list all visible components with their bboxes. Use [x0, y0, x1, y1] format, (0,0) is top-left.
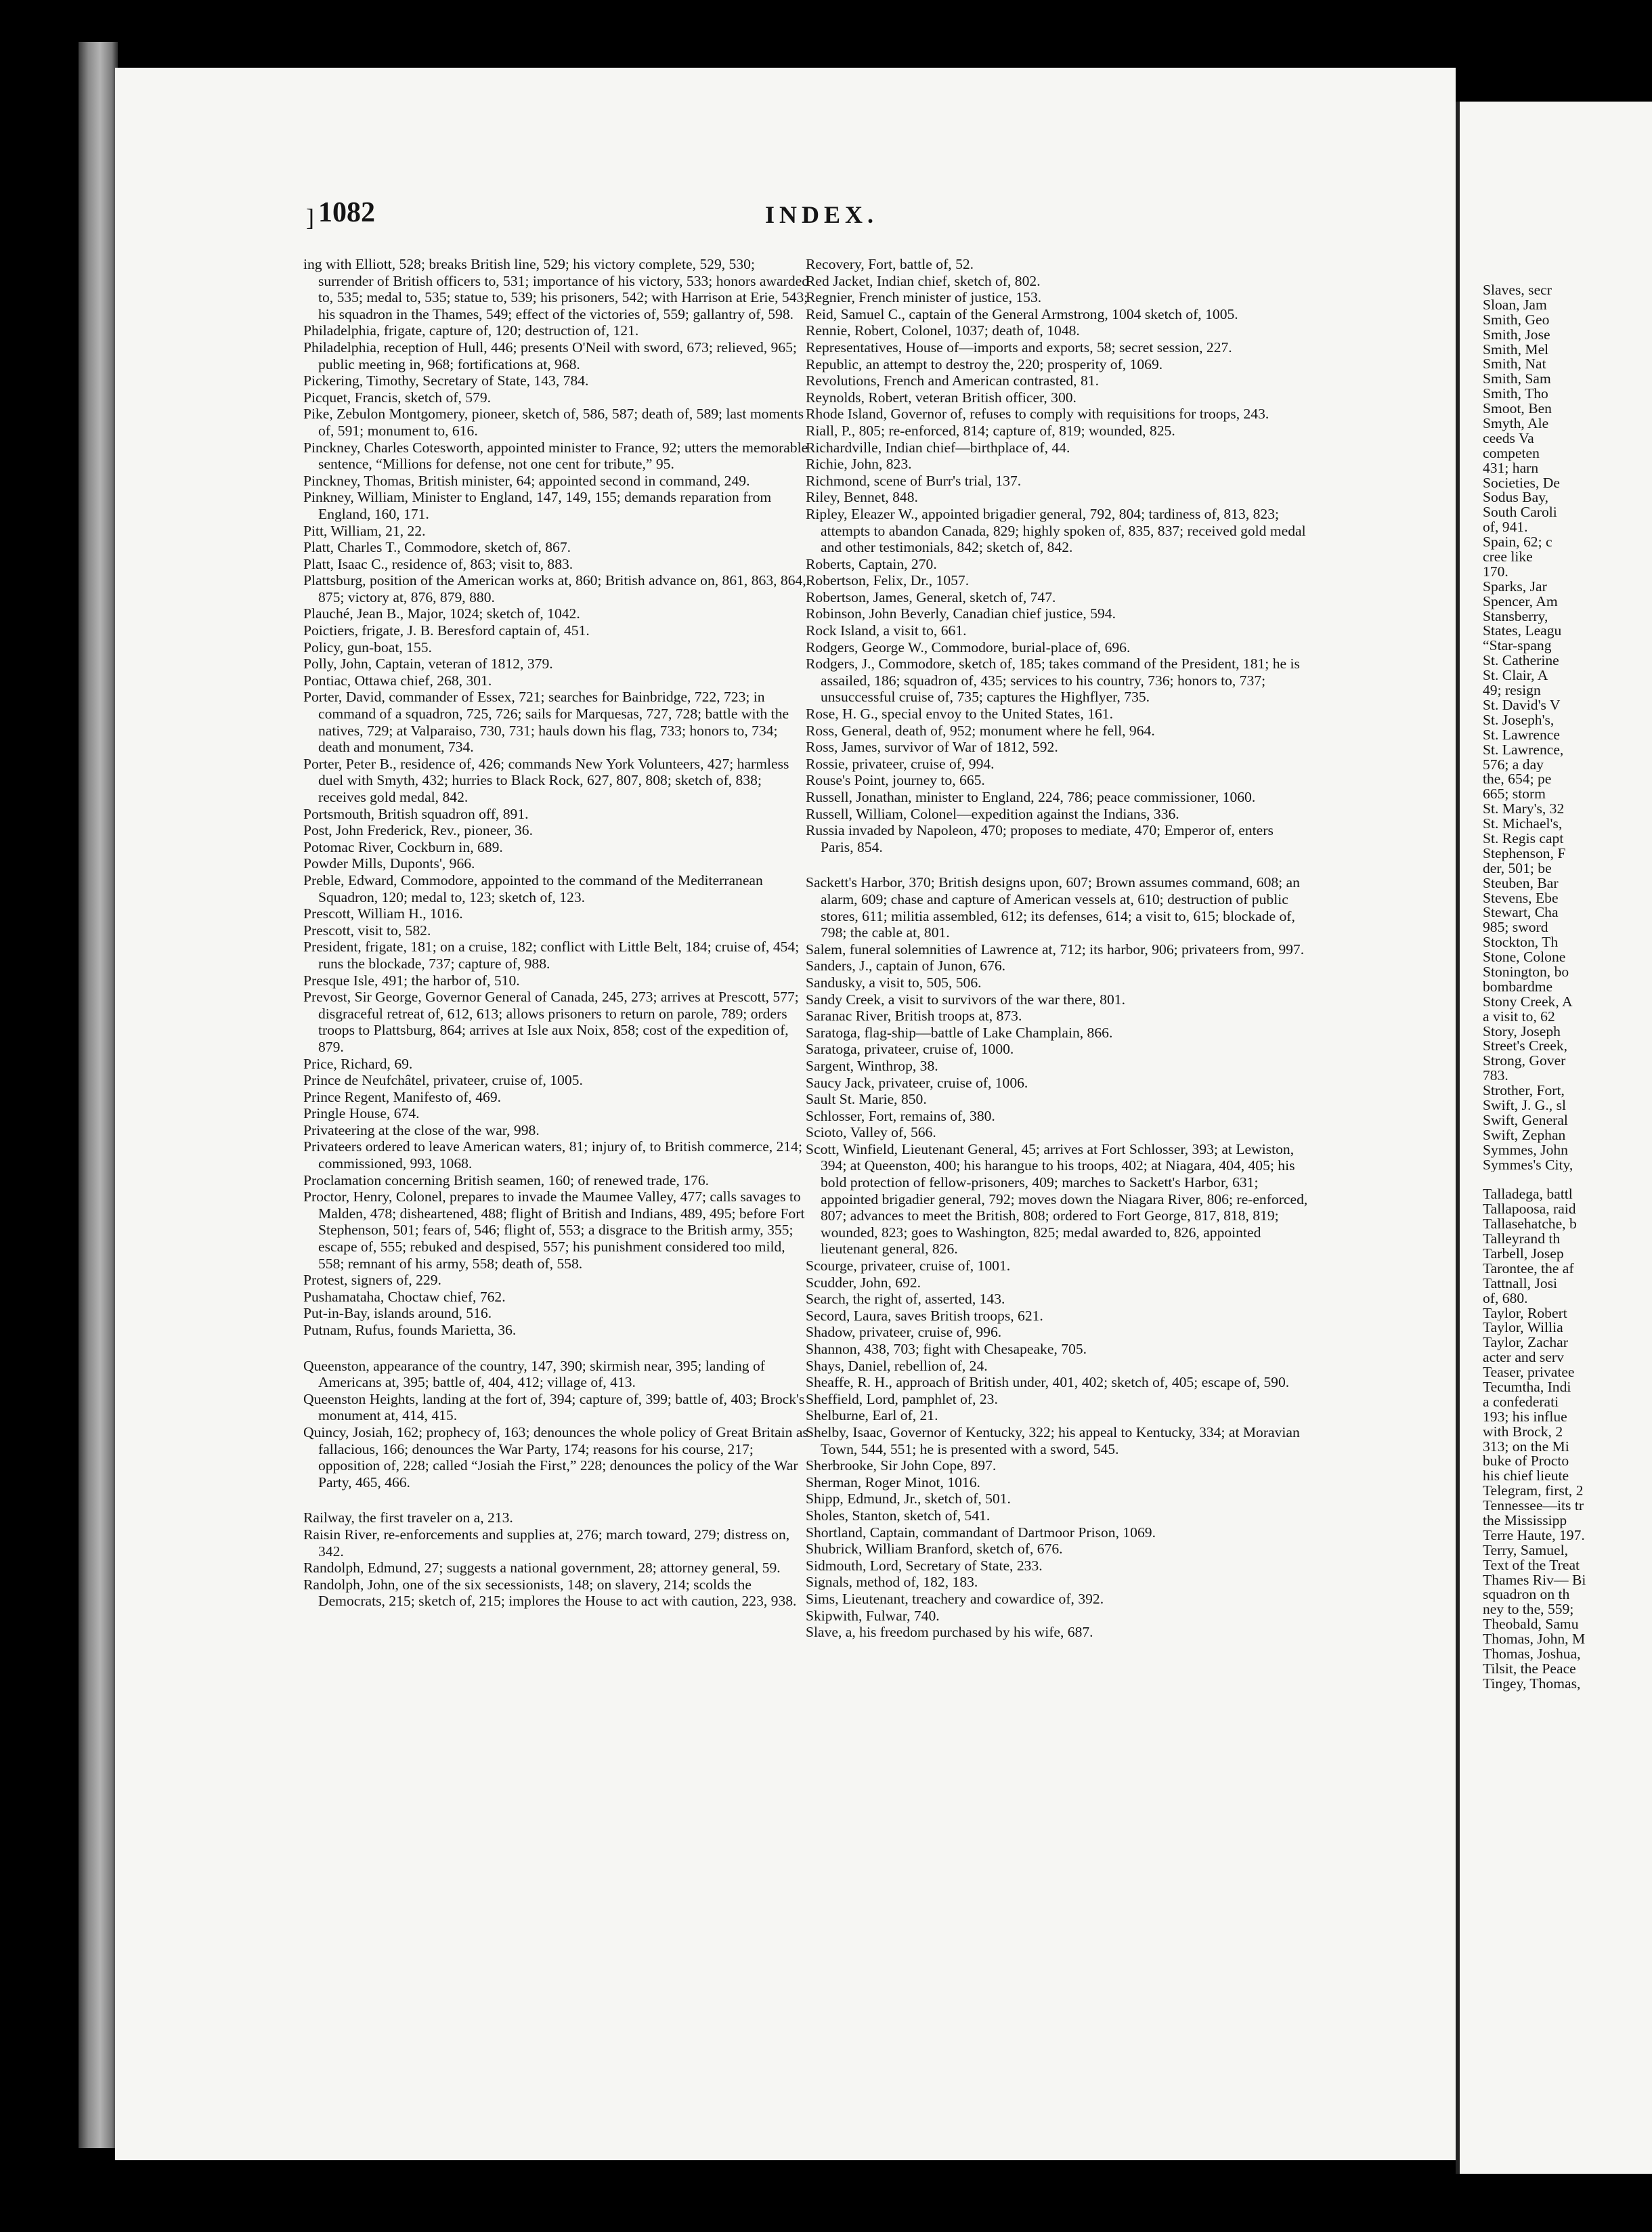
index-entry: ing with Elliott, 528; breaks British line, 529; his victory complete, 529, 530; surrender of British officers to, 531; importance of his victory, 533; honors awarded to, 535; medal to, 535; statue to, 539; his prisoners, 542; with Harrison at Erie, 543; his squadron in the Thames, 549; effect of the victories of, 559; gallantry of, 598. [303, 256, 810, 322]
index-entry: Recovery, Fort, battle of, 52. [806, 256, 974, 272]
index-entry: Riley, Bennet, 848. [806, 489, 918, 506]
index-fragment: Talleyrand th [1483, 1232, 1561, 1247]
index-fragment: Tarbell, Josep [1483, 1247, 1564, 1262]
index-fragment: St. Regis capt [1483, 831, 1564, 846]
index-fragment: St. Lawrence [1483, 727, 1560, 743]
index-fragment: Stewart, Cha [1483, 905, 1559, 921]
index-column-right-cropped [1483, 283, 1652, 1692]
index-entry: Sherman, Roger Minot, 1016. [806, 1474, 980, 1490]
index-fragment: the Mississipp [1483, 1514, 1567, 1528]
index-entry: Platt, Charles T., Commodore, sketch of, 867. [303, 539, 571, 556]
index-fragment: Swift, Zephan [1483, 1128, 1566, 1143]
index-fragment: Tecumtha, Indi [1483, 1380, 1571, 1395]
index-entry: Post, John Frederick, Rev., pioneer, 36. [303, 822, 533, 839]
index-fragment: of, 680. [1483, 1291, 1528, 1306]
index-entry: Sheffield, Lord, pamphlet of, 23. [806, 1390, 998, 1407]
index-fragment: 313; on the Mi [1483, 1439, 1569, 1455]
page-number: 1082 [318, 197, 375, 228]
index-entry: Saranac River, British troops at, 873. [806, 1008, 1022, 1025]
index-entry: Railway, the first traveler on a, 213. [303, 1509, 513, 1526]
index-fragment: Smith, Sam [1483, 372, 1551, 387]
index-fragment: Tarontee, the af [1483, 1261, 1574, 1276]
book-spine [79, 42, 118, 2148]
index-entry: Randolph, John, one of the six secessionists, 148; on slavery, 214; scolds the Democrats, 215; sketch of, 215; implores the House to act with caution, 223, 938. [303, 1576, 797, 1610]
index-fragment: Smith, Tho [1483, 387, 1548, 402]
index-entry: Rennie, Robert, Colonel, 1037; death of, 1048. [806, 322, 1080, 339]
index-fragment: Stevens, Ebe [1483, 890, 1559, 906]
index-entry: Saratoga, privateer, cruise of, 1000. [806, 1041, 1014, 1058]
index-entry: Powder Mills, Duponts', 966. [303, 855, 475, 872]
index-fragment: Thames Riv— Bi [1483, 1572, 1586, 1588]
index-entry: Rouse's Point, journey to, 665. [806, 772, 985, 789]
index-fragment: St. Joseph's, [1483, 712, 1555, 728]
index-fragment: Swift, General [1483, 1113, 1568, 1128]
index-entry: Preble, Edward, Commodore, appointed to the command of the Mediterranean Squadron, 120; medal to, 123; sketch of, 123. [303, 872, 763, 905]
index-entry: Queenston, appearance of the country, 147, 390; skirmish near, 395; landing of Americans at, 395; battle of, 404, 412; village of, 413. [303, 1357, 765, 1391]
index-entry: Shannon, 438, 703; fight with Chesapeake, 705. [806, 1341, 1087, 1357]
index-entry: Reynolds, Robert, veteran British officer, 300. [806, 389, 1077, 406]
index-fragment: Strong, Gover [1483, 1054, 1566, 1069]
index-entry: Potomac River, Cockburn in, 689. [303, 838, 503, 855]
index-fragment: Talladega, battl [1483, 1187, 1573, 1203]
index-fragment: 665; storm [1483, 787, 1546, 802]
index-entry: Prescott, visit to, 582. [303, 922, 431, 939]
index-fragment: Street's Creek, [1483, 1039, 1568, 1054]
index-fragment: Smith, Mel [1483, 342, 1549, 358]
index-entry: Sheaffe, R. H., approach of British under, 401, 402; sketch of, 405; escape of, 590. [806, 1374, 1290, 1391]
index-column-middle [806, 256, 1308, 1641]
index-entry: Richie, John, 823. [806, 456, 912, 473]
index-entry: Scudder, John, 692. [806, 1274, 921, 1291]
index-entry: Queenston Heights, landing at the fort of, 394; capture of, 399; battle of, 403; Brock's monument at, 414, 415. [303, 1390, 805, 1424]
index-entry: Shipp, Edmund, Jr., sketch of, 501. [806, 1490, 1011, 1507]
index-entry: Prescott, William H., 1016. [303, 905, 463, 922]
letter-gap [303, 1339, 812, 1358]
index-entry: Polly, John, Captain, veteran of 1812, 379. [303, 656, 553, 672]
index-fragment: Societies, De [1483, 475, 1560, 491]
index-fragment: Stockton, Th [1483, 935, 1559, 951]
index-fragment: a confederati [1483, 1394, 1559, 1410]
index-fragment: squadron on th [1483, 1587, 1570, 1603]
index-entry: Raisin River, re-enforcements and supplies at, 276; march toward, 279; distress on, 342. [303, 1526, 790, 1560]
index-entry: Scioto, Valley of, 566. [806, 1124, 936, 1141]
index-entry: Prevost, Sir George, Governor General of Canada, 245, 273; arrives at Prescott, 577; disgraceful retreat of, 612, 613; allows prisoners to return on parole, 789; orders troops to Plattsburg, 864; arrives at Isle aux Noix, 858; cost of the expedition of, 879. [303, 989, 799, 1055]
index-fragment: cree like [1483, 550, 1533, 565]
index-entry: Sholes, Stanton, sketch of, 541. [806, 1507, 991, 1524]
index-entry: Ripley, Eleazer W., appointed brigadier general, 792, 804; tardiness of, 813, 823; attempts to abandon Canada, 829; highly spoken of, 835, 837; received gold medal and other testimonials, 842; sketch of, 842. [806, 505, 1306, 556]
index-fragment: Tingey, Thomas, [1483, 1676, 1581, 1692]
index-entry: Russell, Jonathan, minister to England, 224, 786; peace commissioner, 1060. [806, 789, 1256, 805]
index-fragment: his chief lieute [1483, 1469, 1569, 1484]
index-entry: Revolutions, French and American contrasted, 81. [806, 372, 1099, 389]
index-fragment: Smyth, Ale [1483, 416, 1549, 431]
index-fragment: Theobald, Samu [1483, 1617, 1579, 1633]
index-entry: Sackett's Harbor, 370; British designs upon, 607; Brown assumes command, 608; an alarm, 609; chase and capture of American vessels at, 610; destruction of public stores, 611; militia assembled, 612; its defenses, 614; a visit to, 615; blockade of, 798; the cable at, 801. [806, 874, 1300, 941]
index-fragment: Taylor, Robert [1483, 1306, 1567, 1321]
index-entry: Portsmouth, British squadron off, 891. [303, 805, 529, 822]
index-entry: Shelburne, Earl of, 21. [806, 1407, 938, 1424]
index-entry: Sherbrooke, Sir John Cope, 897. [806, 1457, 997, 1474]
index-entry: Ross, General, death of, 952; monument where he fell, 964. [806, 722, 1155, 739]
index-entry: Privateering at the close of the war, 998. [303, 1121, 540, 1138]
index-fragment: of, 941. [1483, 520, 1528, 536]
index-column-left [303, 256, 812, 1610]
index-entry: Republic, an attempt to destroy the, 220; prosperity of, 1069. [806, 356, 1163, 372]
index-entry: Porter, David, commander of Essex, 721; searches for Bainbridge, 722, 723; in command of a squadron, 725, 726; sails for Marquesas, 727, 728; battle with the natives, 729; at Valparaiso, 730, 731; hauls down his flag, 733; honors to, 734; death and monument, 734. [303, 689, 789, 756]
index-entry: Schlosser, Fort, remains of, 380. [806, 1107, 995, 1124]
index-entry: Presque Isle, 491; the harbor of, 510. [303, 972, 520, 989]
index-fragment: Smith, Geo [1483, 312, 1550, 328]
index-entry: Shays, Daniel, rebellion of, 24. [806, 1357, 988, 1374]
index-entry: Search, the right of, asserted, 143. [806, 1291, 1005, 1308]
index-fragment: Slaves, secr [1483, 283, 1552, 298]
index-fragment: Tilsit, the Peace [1483, 1661, 1576, 1677]
index-fragment: 783. [1483, 1069, 1508, 1084]
index-fragment: St. Catherine [1483, 653, 1559, 669]
index-entry: Putnam, Rufus, founds Marietta, 36. [303, 1322, 517, 1338]
index-fragment: Tattnall, Josi [1483, 1276, 1558, 1291]
index-fragment: Sloan, Jam [1483, 297, 1547, 313]
index-entry: Rose, H. G., special envoy to the United States, 161. [806, 706, 1113, 723]
index-fragment: Symmes, John [1483, 1142, 1568, 1158]
index-entry: Rodgers, J., Commodore, sketch of, 185; takes command of the President, 181; he is assailed, 186; squadron of, 435; services to his country, 736; honors to, 737; unsuccessful cruise of, 735; captures the Highflyer, 735. [806, 656, 1300, 706]
index-fragment: Teaser, privatee [1483, 1365, 1575, 1381]
index-fragment: Tennessee—its tr [1483, 1499, 1584, 1514]
index-fragment: der, 501; be [1483, 861, 1552, 876]
index-entry: Shubrick, William Branford, sketch of, 676. [806, 1541, 1063, 1558]
index-fragment: a visit to, 62 [1483, 1009, 1555, 1025]
index-fragment: acter and serv [1483, 1350, 1564, 1366]
index-fragment: Stonington, bo [1483, 964, 1569, 980]
index-entry: Robertson, James, General, sketch of, 747. [806, 588, 1056, 605]
index-fragment: Thomas, Joshua, [1483, 1647, 1581, 1662]
index-fragment: Stone, Colone [1483, 950, 1566, 965]
index-fragment: St. Clair, A [1483, 668, 1548, 684]
index-entry: Sault St. Marie, 850. [806, 1091, 927, 1108]
index-fragment: 49; resign [1483, 683, 1541, 698]
index-entry: Skipwith, Fulwar, 740. [806, 1607, 940, 1624]
index-entry: Secord, Laura, saves British troops, 621. [806, 1307, 1043, 1324]
index-fragment: “Star-spang [1483, 639, 1552, 654]
index-entry: Picquet, Francis, sketch of, 579. [303, 389, 492, 406]
index-entry: Randolph, Edmund, 27; suggests a national government, 28; attorney general, 59. [303, 1560, 781, 1576]
index-entry: Shadow, privateer, cruise of, 996. [806, 1324, 1002, 1341]
index-fragment: Text of the Treat [1483, 1558, 1580, 1573]
index-fragment: bombardme [1483, 979, 1553, 995]
index-entry: Robinson, John Beverly, Canadian chief justice, 594. [806, 605, 1116, 622]
index-entry: Platt, Isaac C., residence of, 863; visit to, 883. [303, 555, 573, 572]
index-entry: Robertson, Felix, Dr., 1057. [806, 572, 970, 589]
index-entry: Slave, a, his freedom purchased by his wife, 687. [806, 1624, 1093, 1641]
index-entry: Pinkney, William, Minister to England, 147, 149, 155; demands reparation from England, 160, 171. [303, 489, 772, 522]
index-entry: Proclamation concerning British seamen, 160; of renewed trade, 176. [303, 1172, 710, 1188]
index-entry: President, frigate, 181; on a cruise, 182; conflict with Little Belt, 184; cruise of, 454; runs the blockade, 737; capture of, 988. [303, 939, 800, 972]
index-entry: Sargent, Winthrop, 38. [806, 1057, 938, 1074]
index-entry: Put-in-Bay, islands around, 516. [303, 1305, 492, 1322]
index-entry: Sandusky, a visit to, 505, 506. [806, 974, 982, 991]
index-entry: Representatives, House of—imports and exports, 58; secret session, 227. [806, 339, 1232, 356]
index-entry: Saucy Jack, privateer, cruise of, 1006. [806, 1074, 1028, 1091]
index-fragment: with Brock, 2 [1483, 1424, 1563, 1440]
index-entry: Plattsburg, position of the American works at, 860; British advance on, 861, 863, 864, 875; victory at, 876, 879, 880. [303, 572, 806, 605]
index-entry: Scourge, privateer, cruise of, 1001. [806, 1258, 1011, 1274]
index-fragment: 431; harn [1483, 460, 1539, 476]
index-fragment: Taylor, Willia [1483, 1321, 1563, 1336]
index-fragment: Sodus Bay, [1483, 490, 1548, 506]
index-fragment: Steuben, Bar [1483, 876, 1559, 891]
index-entry: Quincy, Josiah, 162; prophecy of, 163; denounces the whole policy of Great Britain as fallacious, 166; denounces the War Party, 174; reasons for his course, 217; opposition of, 228; called “Josiah the First,” 228; denounces the policy of the War Party, 465, 466. [303, 1423, 808, 1490]
index-entry: Sims, Lieutenant, treachery and cowardice of, 392. [806, 1590, 1104, 1607]
index-fragment: Spencer, Am [1483, 594, 1558, 609]
index-entry: Regnier, French minister of justice, 153. [806, 289, 1042, 306]
index-fragment: Thomas, John, M [1483, 1632, 1586, 1648]
index-fragment: 576; a day [1483, 757, 1544, 773]
index-entry: Reid, Samuel C., captain of the General Armstrong, 1004 sketch of, 1005. [806, 305, 1238, 322]
index-entry: Rodgers, George W., Commodore, burial-place of, 696. [806, 639, 1131, 656]
index-fragment: Swift, J. G., sl [1483, 1098, 1566, 1113]
index-fragment: Terre Haute, 197. [1483, 1528, 1585, 1543]
page-edge-mark: ] [306, 204, 314, 231]
index-entry: Pike, Zebulon Montgomery, pioneer, sketch of, 586, 587; death of, 589; last moments of, 591; monument to, 616. [303, 406, 804, 439]
index-entry: Riall, P., 805; re-enforced, 814; capture of, 819; wounded, 825. [806, 422, 1175, 439]
index-entry: Pinckney, Thomas, British minister, 64; appointed second in command, 249. [303, 472, 750, 489]
index-fragment: Telegram, first, 2 [1483, 1484, 1584, 1499]
index-entry: Russia invaded by Napoleon, 470; proposes to mediate, 470; Emperor of, enters Paris, 854. [806, 822, 1274, 855]
index-entry: Saratoga, flag-ship—battle of Lake Champlain, 866. [806, 1024, 1113, 1041]
index-entry: Policy, gun-boat, 155. [303, 639, 432, 656]
index-fragment: Symmes's City, [1483, 1157, 1573, 1173]
index-fragment: Terry, Samuel, [1483, 1543, 1569, 1558]
index-fragment: 985; sword [1483, 920, 1548, 936]
index-fragment: States, Leagu [1483, 624, 1562, 639]
index-entry: Poictiers, frigate, J. B. Beresford captain of, 451. [303, 622, 590, 639]
index-entry: Privateers ordered to leave American waters, 81; injury of, to British commerce, 214; commissioned, 993, 1068. [303, 1138, 802, 1172]
index-entry: Porter, Peter B., residence of, 426; commands New York Volunteers, 427; harmless duel with Smyth, 432; hurries to Black Rock, 627, 807, 808; sketch of, 838; receives gold medal, 842. [303, 755, 789, 805]
index-fragment: the, 654; pe [1483, 772, 1552, 788]
index-fragment: Tallapoosa, raid [1483, 1202, 1576, 1218]
index-entry: Rossie, privateer, cruise of, 994. [806, 755, 995, 772]
index-fragment: Stansberry, [1483, 609, 1548, 624]
index-fragment: competen [1483, 446, 1540, 461]
index-entry: Rock Island, a visit to, 661. [806, 622, 967, 639]
index-entry: Roberts, Captain, 270. [806, 555, 937, 572]
index-entry: Proctor, Henry, Colonel, prepares to invade the Maumee Valley, 477; calls savages to Malden, 478; disheartened, 488; flight of British and Indians, 489, 495; before Fort Stephenson, 501; fears of, 546; flight of, 553; a disgrace to the British army, 355; escape of, 555; rebuked and despised, 557; his punishment considered too mild, 558; remnant of his army, 558; death of, 558. [303, 1188, 805, 1272]
index-fragment: Story, Joseph [1483, 1024, 1561, 1039]
index-entry: Shelby, Isaac, Governor of Kentucky, 322; his appeal to Kentucky, 334; at Moravian Town, 544, 551; he is presented with a sword, 545. [806, 1423, 1300, 1457]
index-fragment: Spain, 62; c [1483, 535, 1552, 551]
index-fragment: Taylor, Zachar [1483, 1335, 1568, 1351]
index-entry: Price, Richard, 69. [303, 1055, 413, 1072]
index-entry: Pontiac, Ottawa chief, 268, 301. [303, 672, 492, 689]
index-entry: Salem, funeral solemnities of Lawrence at, 712; its harbor, 906; privateers from, 997. [806, 941, 1305, 958]
index-entry: Red Jacket, Indian chief, sketch of, 802. [806, 272, 1041, 289]
index-entry: Russell, William, Colonel—expedition against the Indians, 336. [806, 805, 1179, 822]
index-entry: Rhode Island, Governor of, refuses to comply with requisitions for troops, 243. [806, 406, 1269, 423]
index-fragment: Smith, Nat [1483, 357, 1546, 372]
index-entry: Pringle House, 674. [303, 1105, 420, 1122]
index-fragment: ney to the, 559; [1483, 1602, 1574, 1618]
index-entry: Shortland, Captain, commandant of Dartmoor Prison, 1069. [806, 1524, 1156, 1541]
index-fragment: South Caroli [1483, 505, 1557, 521]
index-entry: Prince de Neufchâtel, privateer, cruise of, 1005. [303, 1072, 583, 1089]
letter-gap [1483, 1172, 1652, 1187]
index-fragment: St. Michael's, [1483, 817, 1563, 832]
index-entry: Pickering, Timothy, Secretary of State, 143, 784. [303, 372, 589, 389]
index-fragment: Smoot, Ben [1483, 402, 1552, 417]
index-entry: Protest, signers of, 229. [303, 1272, 441, 1289]
index-entry: Scott, Winfield, Lieutenant General, 45; arrives at Fort Schlosser, 393; at Lewiston, 394; at Queenston, 400; his harangue to his troops, 402; at Niagara, 404, 405; his bold protection of fellow-prisoners, 409; marches to Sackett's Harbor, 631; appointed brigadier general, 792; moves down the Niagara River, 806; re-enforced, 807; advances to meet the British, 808; ordered to Fort George, 817, 818, 819; wounded, 823; goes to Washington, 825; medal awarded to, 826, appointed lieutenant general, 826. [806, 1140, 1308, 1258]
letter-gap [303, 1490, 812, 1509]
index-fragment: buke of Procto [1483, 1454, 1569, 1469]
index-fragment: Strother, Fort, [1483, 1083, 1565, 1098]
index-entry: Sanders, J., captain of Junon, 676. [806, 958, 1006, 974]
index-fragment: Stony Creek, A [1483, 994, 1573, 1010]
index-fragment: ceeds Va [1483, 431, 1534, 446]
index-fragment: 193; his influe [1483, 1409, 1567, 1425]
index-entry: Pitt, William, 21, 22. [303, 522, 426, 539]
index-entry: Prince Regent, Manifesto of, 469. [303, 1088, 502, 1105]
index-entry: Richmond, scene of Burr's trial, 137. [806, 472, 1022, 489]
index-entry: Ross, James, survivor of War of 1812, 592. [806, 739, 1058, 756]
index-fragment: Stephenson, F [1483, 846, 1566, 861]
index-entry: Sidmouth, Lord, Secretary of State, 233. [806, 1557, 1043, 1574]
index-fragment: Sparks, Jar [1483, 579, 1547, 595]
index-entry: Philadelphia, reception of Hull, 446; presents O'Neil with sword, 673; relieved, 965; public meeting in, 968; fortifications at, 968. [303, 339, 797, 372]
index-entry: Plauché, Jean B., Major, 1024; sketch of, 1042. [303, 605, 580, 622]
letter-gap [806, 855, 1308, 874]
index-fragment: Smith, Jose [1483, 327, 1550, 343]
index-entry: Richardville, Indian chief—birthplace of, 44. [806, 439, 1070, 456]
index-fragment: Tallasehatche, b [1483, 1217, 1577, 1232]
index-fragment: St. Mary's, 32 [1483, 802, 1565, 817]
index-entry: Sandy Creek, a visit to survivors of the war there, 801. [806, 991, 1125, 1008]
running-head: INDEX. [765, 201, 879, 228]
index-fragment: 170. [1483, 564, 1508, 580]
index-entry: Pinckney, Charles Cotesworth, appointed minister to France, 92; utters the memorable sentence, “Millions for defense, not one cent for tribute,” 95. [303, 439, 808, 473]
index-fragment: St. David's V [1483, 698, 1561, 713]
index-entry: Philadelphia, frigate, capture of, 120; destruction of, 121. [303, 322, 639, 339]
index-entry: Pushamataha, Choctaw chief, 762. [303, 1288, 506, 1305]
index-entry: Signals, method of, 182, 183. [806, 1574, 978, 1591]
index-fragment: St. Lawrence, [1483, 742, 1564, 758]
